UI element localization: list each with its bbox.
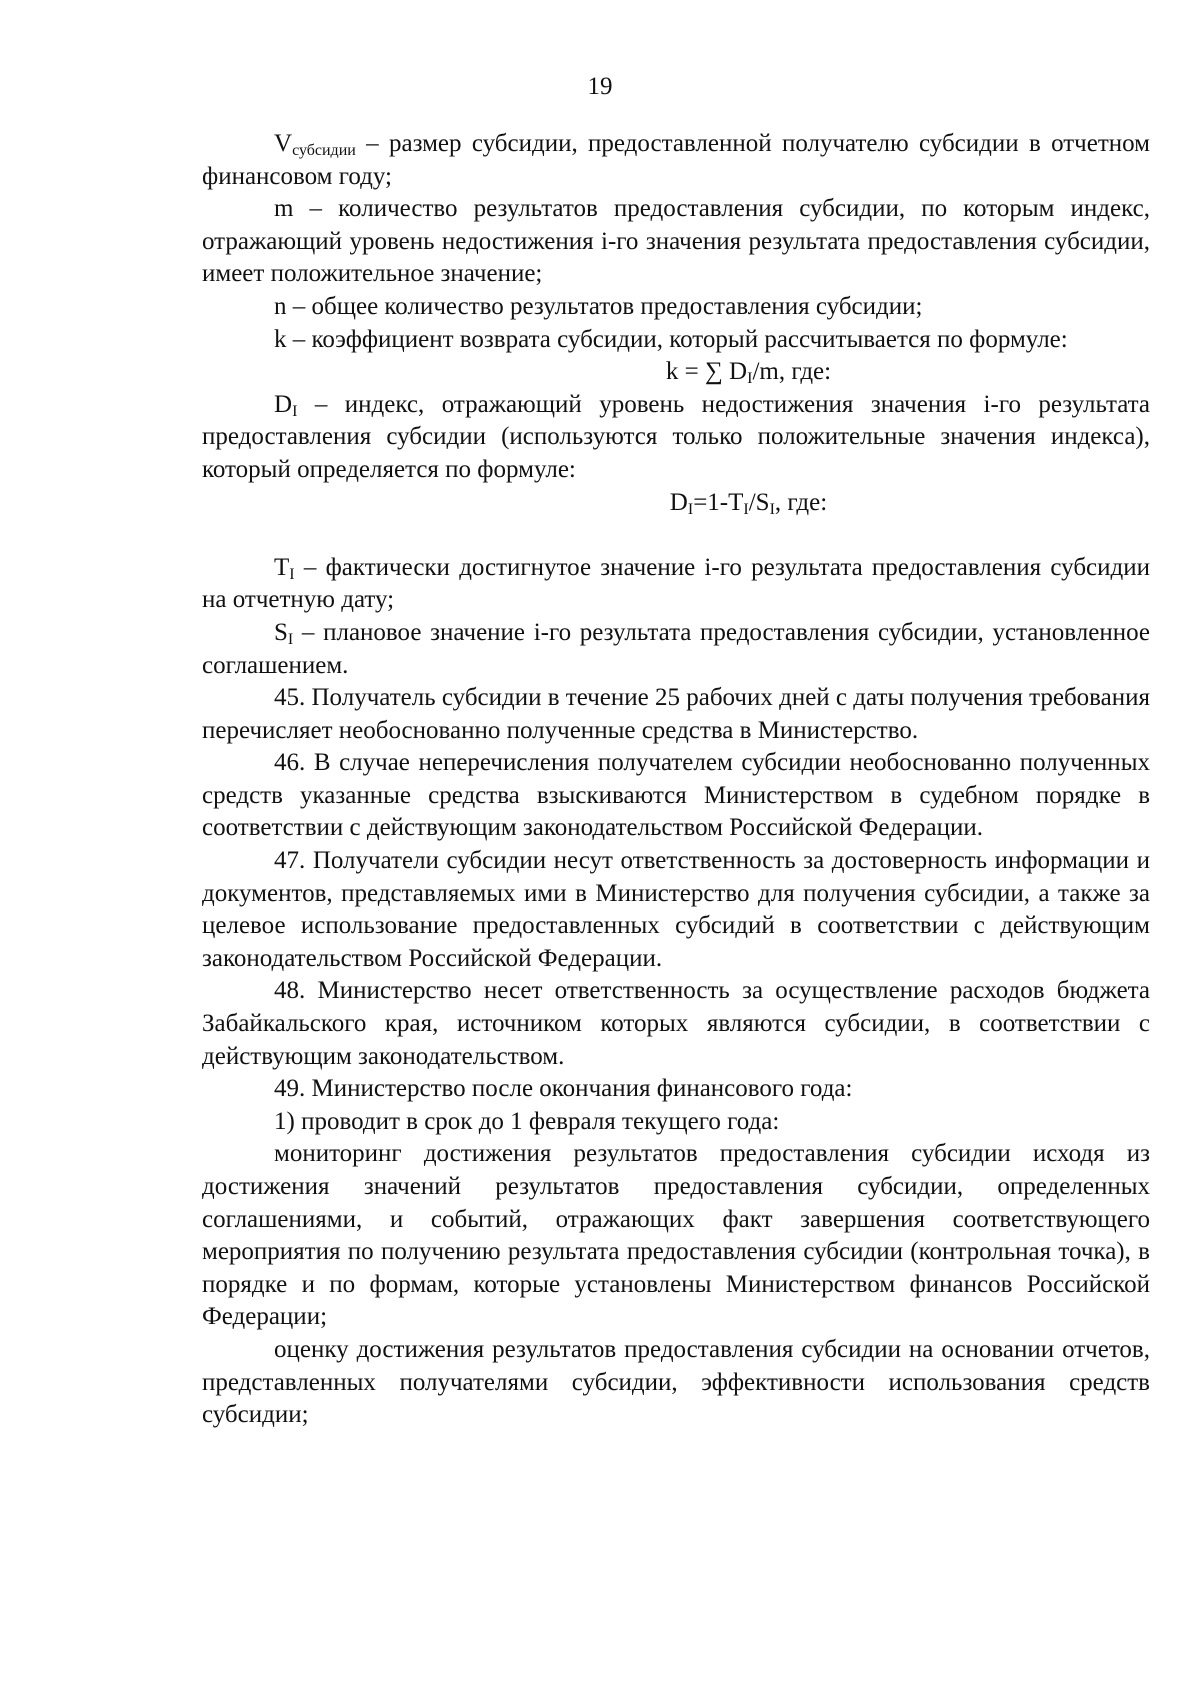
formula-d-d: D [669, 488, 688, 516]
page-number: 19 [587, 73, 613, 100]
clause-47: 47. Получатели субсидии несут ответственность за достоверность информации и документов, представляемых ими в Министерство для получения субсидии, а также за целевое использование предоставленных субсидий в соответствии с действующим законодательством Российской Федерации. [202, 847, 1150, 972]
clause-monitoring: мониторинг достижения результатов предоставления субсидии исходя из достижения значений результатов предоставления субсидии, определенных соглашениями, и событий, отражающих факт завершения соответствующего мероприятия по получению результата предоставления субсидии (контрольная точка), в порядке и по формам, которые установлены Министерством финансов Российской Федерации; [202, 1140, 1150, 1331]
formula-k-post: /m, где: [752, 358, 832, 386]
d-subscript: I [292, 402, 298, 420]
v-symbol: V [274, 130, 293, 157]
blank-line [202, 519, 1150, 552]
definition-t [202, 552, 1150, 617]
v-definition-text: – размер субсидии, предоставленной получателю субсидии в отчетном финансовом году; [202, 130, 1150, 190]
d-symbol: D [274, 390, 293, 418]
clause-49: 49. Министерство после окончания финансового года: [274, 1075, 853, 1103]
formula-k-sub: I [747, 370, 753, 388]
formula-d-t-sub: I [743, 500, 749, 518]
t-symbol: T [274, 553, 290, 581]
definition-d [202, 389, 1150, 487]
v-subscript: субсидии [292, 142, 356, 159]
s-subscript: I [287, 630, 294, 648]
clause-46: 46. В случае неперечисления получателем субсидии необоснованно полученных средств указанные средства взыскиваются Министерством в судебном порядке в соответствии с действующим законодательством Российской Федерации. [202, 749, 1150, 842]
formula-k-pre: k = ∑ D [665, 358, 748, 386]
formula-d-d-sub: I [687, 500, 694, 518]
formula-d [202, 487, 1150, 520]
s-symbol: S [274, 618, 288, 646]
clause-evaluation: оценку достижения результатов предоставления субсидии на основании отчетов, представленных получателями субсидии, эффективности использования средств субсидии; [202, 1335, 1150, 1429]
formula-d-s-sub: I [769, 500, 775, 518]
formula-d-slash: /S [748, 488, 770, 516]
formula-k [202, 356, 1150, 389]
clause-49-item-1: 1) проводит в срок до 1 февраля текущего года: [274, 1107, 780, 1135]
s-definition-text: – плановое значение i-го результата предоставления субсидии, установленное соглашением. [202, 618, 1150, 679]
t-subscript: I [289, 565, 295, 583]
formula-d-post: , где: [774, 488, 828, 516]
formula-d-mid: =1-T [693, 488, 744, 516]
t-definition-text: – фактически достигнутое значение i-го результата предоставления субсидии на отчетную дату; [202, 553, 1150, 614]
definition-n: n – общее количество результатов предоставления субсидии; [274, 292, 923, 320]
definition-k: k – коэффициент возврата субсидии, который рассчитывается по формуле: [274, 325, 1068, 353]
definition-m: m – количество результатов предоставления субсидии, по которым индекс, отражающий уровень недостижения i-го значения результата предоставления субсидии, имеет положительное значение; [202, 195, 1150, 288]
document-body [202, 128, 1150, 1432]
clause-48: 48. Министерство несет ответственность за осуществление расходов бюджета Забайкальского края, источником которых являются субсидии, в соответствии с действующим законодательством. [202, 977, 1150, 1070]
clause-45: 45. Получатель субсидии в течение 25 рабочих дней с даты получения требования перечисляет необоснованно полученные средства в Министерство. [202, 684, 1150, 744]
d-definition-text: – индекс, отражающий уровень недостижения значения i-го результата предоставления субсидии (используются только положительные значения индекса), который определяется по формуле: [202, 390, 1150, 483]
definition-s [202, 617, 1150, 682]
definition-v [202, 128, 1150, 193]
